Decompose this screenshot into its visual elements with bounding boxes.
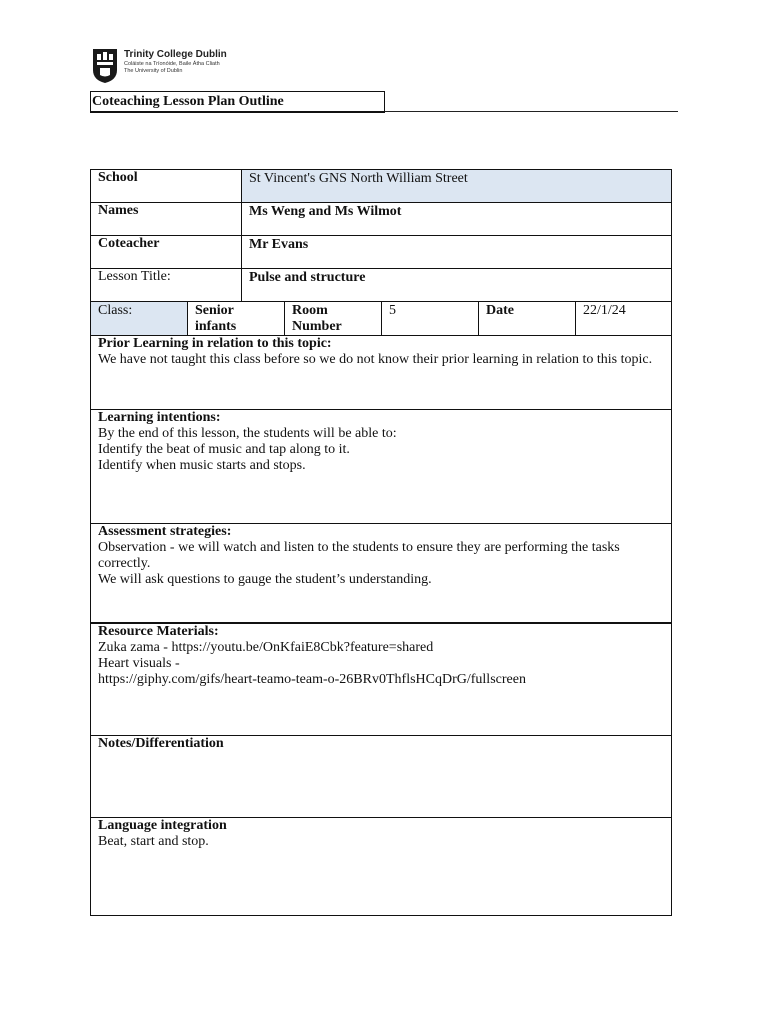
class-row	[91, 302, 671, 336]
institution-irish: Coláiste na Tríonóide, Baile Átha Cliath	[124, 61, 220, 67]
room-label: Room Number	[285, 302, 382, 335]
notes-heading: Notes/Differentiation	[98, 736, 224, 751]
notes-section	[91, 736, 671, 818]
lesson-title-label: Lesson Title:	[91, 269, 242, 301]
lesson-title-value: Pulse and structure	[249, 270, 366, 285]
resource-heart-visuals-link: https://giphy.com/gifs/heart-teamo-team-o-26BRv0ThflsHCqDrG/fullscreen	[98, 672, 526, 687]
names-label: Names	[91, 203, 242, 235]
class-label: Class:	[91, 302, 188, 335]
resources-heading: Resource Materials:	[98, 624, 219, 639]
school-row	[91, 170, 671, 203]
crest-icon	[92, 48, 118, 84]
school-label: School	[91, 170, 242, 202]
assessment-text-1: Observation - we will watch and listen to the students to ensure they are performing the tasks correctly.	[98, 540, 620, 571]
learning-intentions-section	[91, 410, 671, 524]
assessment-text-2: We will ask questions to gauge the student’s understanding.	[98, 572, 432, 587]
institution-sub: The University of Dublin	[124, 67, 183, 74]
date-value: 22/1/24	[583, 303, 626, 318]
tcd-logo	[92, 48, 227, 86]
resources-section	[91, 624, 671, 736]
prior-learning-section	[91, 336, 671, 410]
learning-intentions-intro: By the end of this lesson, the students will be able to:	[98, 426, 397, 441]
coteacher-row	[91, 236, 671, 269]
names-row	[91, 203, 671, 236]
learning-intention-2: Identify when music starts and stops.	[98, 458, 306, 473]
coteacher-value: Mr Evans	[249, 237, 309, 252]
language-text: Beat, start and stop.	[98, 834, 209, 849]
date-label: Date	[479, 302, 576, 335]
class-value: Senior infants	[188, 302, 285, 335]
assessment-heading: Assessment strategies:	[98, 524, 232, 539]
lesson-title-row	[91, 269, 671, 302]
language-section	[91, 818, 671, 915]
room-value: 5	[382, 302, 479, 335]
names-value: Ms Weng and Ms Wilmot	[249, 204, 402, 219]
lesson-plan-table	[90, 169, 672, 916]
school-value: St Vincent's GNS North William Street	[242, 170, 671, 202]
prior-learning-text: We have not taught this class before so we do not know their prior learning in relation to this topic.	[98, 352, 653, 367]
coteacher-label: Coteacher	[91, 236, 242, 268]
learning-intentions-heading: Learning intentions:	[98, 410, 221, 425]
resource-heart-visuals-label: Heart visuals -	[98, 656, 180, 671]
assessment-section	[91, 524, 671, 624]
institution-name: Trinity College Dublin	[124, 49, 227, 60]
resource-zuka-zama: Zuka zama - https://youtu.be/OnKfaiE8Cbk?feature=shared	[98, 640, 434, 655]
language-heading: Language integration	[98, 818, 227, 833]
prior-learning-heading: Prior Learning in relation to this topic:	[98, 336, 332, 351]
document-title: Coteaching Lesson Plan Outline	[90, 91, 385, 113]
learning-intention-1: Identify the beat of music and tap along to it.	[98, 442, 350, 457]
